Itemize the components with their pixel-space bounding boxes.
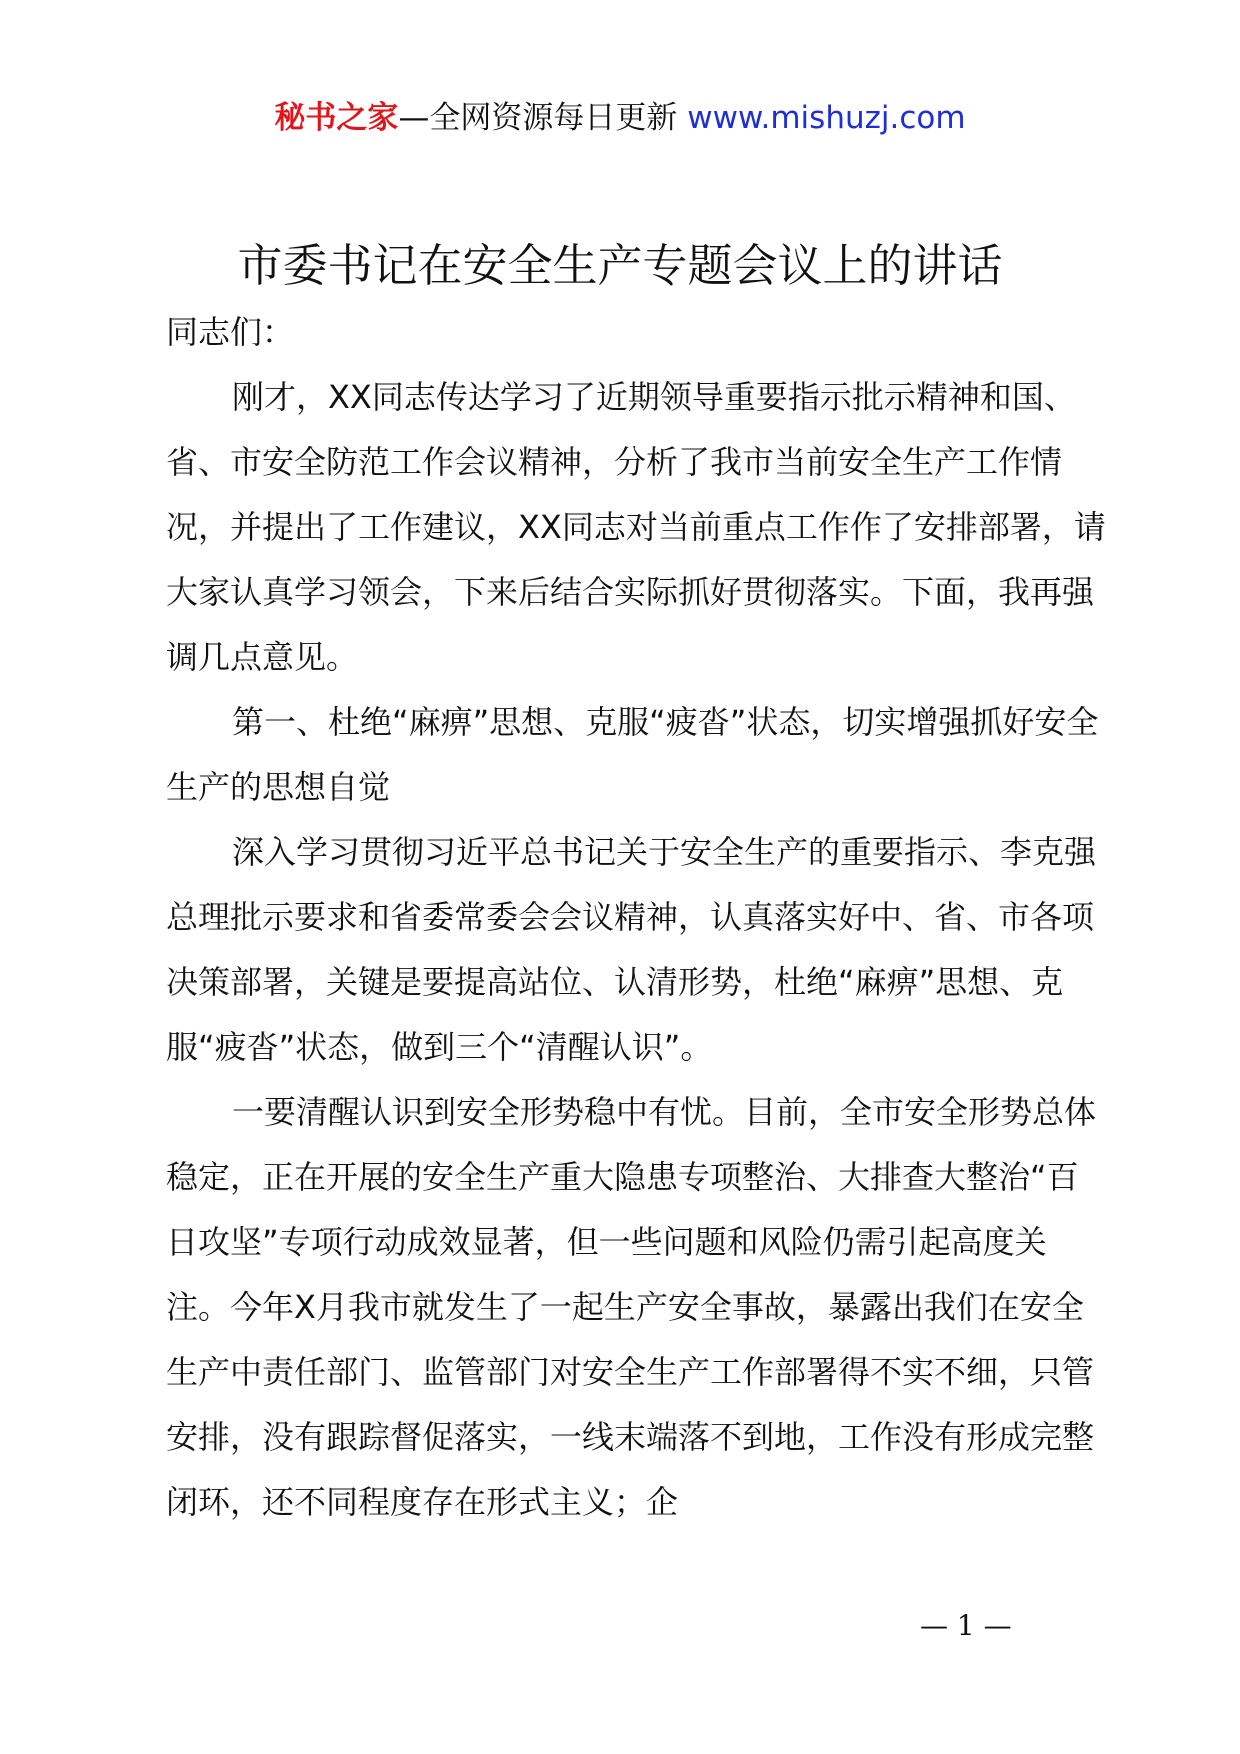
document-title: 市委书记在安全生产专题会议上的讲话 [237, 239, 1003, 292]
salutation: 同志们： [166, 313, 295, 351]
document-body [166, 300, 1106, 1535]
paragraph: 刚才，XX同志传达学习了近期领导重要指示批示精神和国、省、市安全防范工作会议精神，分析了我市当前安全生产工作情况，并提出了工作建议，XX同志对当前重点工作作了安排部署，请大家认真学习领会，下来后结合实际抓好贯彻落实。下面，我再强调几点意见。 [166, 378, 1106, 676]
brand-name: 秘书之家 [274, 100, 399, 136]
section-heading: 第一、杜绝“麻痹”思想、克服“疲沓”状态，切实增强抓好安全生产的思想自觉 [166, 703, 1099, 806]
page-number: — 1 — [920, 1609, 1012, 1642]
website-url: www.mishuzj.com [687, 100, 966, 136]
banner-slogan: —全网资源每日更新 [398, 100, 678, 136]
paragraph: 一要清醒认识到安全形势稳中有忧。目前，全市安全形势总体稳定，正在开展的安全生产重大隐患专项整治、大排查大整治“百日攻坚”专项行动成效显著，但一些问题和风险仍需引起高度关注。今年X月我市就发生了一起生产安全事故，暴露出我们在安全生产中责任部门、监管部门对安全生产工作部署得不实不细，只管安排，没有跟踪督促落实，一线末端落不到地，工作没有形成完整闭环，还不同程度存在形式主义；企 [166, 1093, 1097, 1521]
site-banner [0, 98, 1240, 138]
paragraph: 深入学习贯彻习近平总书记关于安全生产的重要指示、李克强总理批示要求和省委常委会会议精神，认真落实好中、省、市各项决策部署，关键是要提高站位、认清形势，杜绝“麻痹”思想、克服“疲沓”状态，做到三个“清醒认识”。 [166, 833, 1097, 1066]
